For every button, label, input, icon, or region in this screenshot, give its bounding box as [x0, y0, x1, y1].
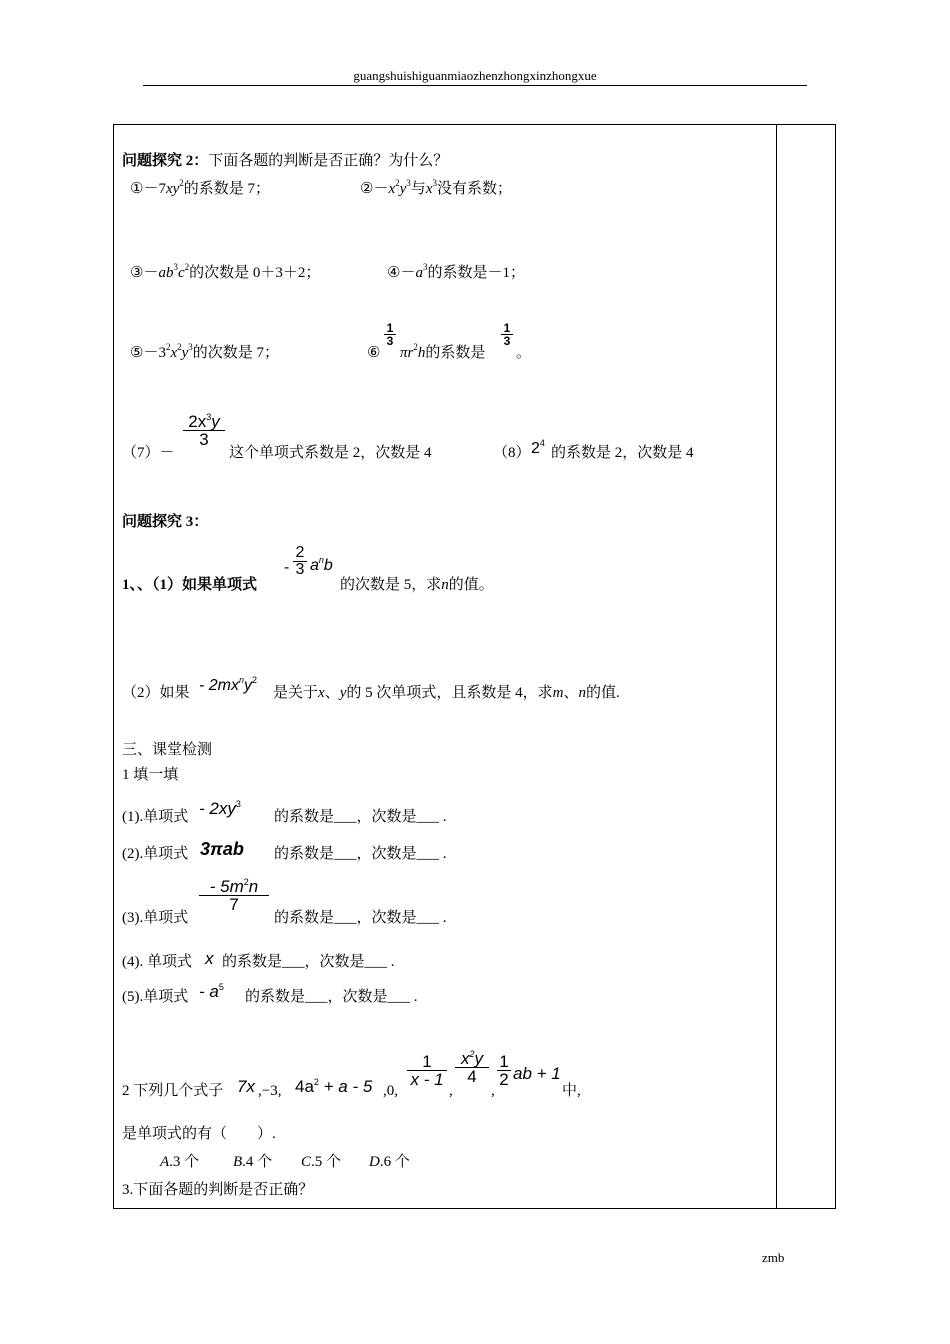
- mc-fraction-3-tail: ab + 1: [513, 1064, 561, 1083]
- q3-part2-text: 是关于x、y的 5 次单项式，且系数是 4，求m、n的值.: [273, 685, 620, 701]
- q3-part1-sign: -: [284, 559, 290, 576]
- q2-item-6-lead: ⑥: [367, 345, 381, 361]
- mc-comma-2: ,: [491, 1083, 495, 1099]
- q2-item-8-text: 的系数是 2，次数是 4: [551, 445, 694, 461]
- content-table: [113, 124, 836, 1209]
- q2-item-6-fraction-2: 1 3: [501, 322, 513, 347]
- table-column-divider: [776, 124, 777, 1209]
- q3-part1-lead: 1、、（1）如果单项式: [122, 577, 258, 593]
- mc-lead: 2 下列几个式子: [122, 1083, 224, 1099]
- fill-2-lead: (2).单项式: [122, 846, 189, 862]
- q2-item-2: $②-x^2y^3$与$x^3$没有系数；: [360, 178, 512, 197]
- q2-title: 问题探究 2：: [122, 153, 209, 169]
- fill-4-lead: (4). 单项式: [122, 954, 192, 970]
- q2-item-6-body: $\pi r^2h$的系数是: [400, 342, 486, 361]
- q2-item-1: $①-7xy^2$的系数是 7；: [130, 178, 271, 197]
- mc-option-a[interactable]: A.3 个: [160, 1154, 200, 1170]
- fill-1-lead: (1).单项式: [122, 809, 189, 825]
- q2-item-6-fraction: 1 3: [384, 322, 396, 347]
- q2-item-6-end: 。: [516, 345, 532, 361]
- fill-heading: 1 填一填: [122, 767, 179, 783]
- fill-1-text: 的系数是___，次数是___ .: [274, 809, 447, 825]
- q2-item-8-label: （8）: [493, 445, 531, 461]
- fill-2-text: 的系数是___，次数是___ .: [274, 846, 447, 862]
- mc-expr-2: ,−3,: [258, 1083, 282, 1099]
- fill-5-lead: (5).单项式: [122, 989, 189, 1005]
- mc-end: 中,: [562, 1083, 581, 1099]
- fill-5-expr: - $a^5$: [199, 982, 224, 1001]
- fill-4-text: 的系数是___，次数是___ .: [222, 954, 395, 970]
- q2-item-7-text: 这个单项式系数是 2，次数是 4: [229, 445, 432, 461]
- page-header: guangshuishiguanmiaozhenzhongxinzhongxue: [353, 68, 597, 83]
- mc-expr-1: 7x: [237, 1077, 255, 1096]
- fill-3-fraction: - $5m^2n$ 7: [199, 878, 269, 913]
- mc-fraction-3: 1 2: [497, 1053, 511, 1088]
- mc-fraction-2: $x^2y$ 4: [455, 1050, 489, 1085]
- mc-expr-4: ,0,: [383, 1083, 398, 1099]
- header-rule: [143, 85, 807, 86]
- q3-part1-text: 的次数是 5，求n的值。: [340, 577, 494, 593]
- q3-part2-expr: - $2mx^ny^2$: [199, 675, 258, 694]
- q2-item-7-fraction: $2x^3y$ 3: [183, 413, 225, 448]
- fill-3-text: 的系数是___，次数是___ .: [274, 910, 447, 926]
- mc-expr-3: $4a^2 + a - 5$: [295, 1077, 373, 1096]
- q3-part1-expr: $a^nb$: [310, 555, 333, 574]
- q2-question: 下面各题的判断是否正确？为什么？: [208, 153, 449, 169]
- q2-item-7-label: （7）－: [122, 445, 175, 461]
- mc-option-c[interactable]: C.5 个: [301, 1154, 342, 1170]
- mc-option-b[interactable]: B.4 个: [233, 1154, 273, 1170]
- question-3: 3.下面各题的判断是否正确？: [122, 1182, 314, 1198]
- q2-item-4: $④-a^3$的系数是－1；: [387, 262, 525, 281]
- mc-question: 是单项式的有（ ）.: [122, 1126, 276, 1142]
- q3-part1-fraction: 2 3: [293, 545, 307, 578]
- fill-4-expr: x: [205, 949, 214, 968]
- mc-option-d[interactable]: D.6 个: [369, 1154, 410, 1170]
- fill-1-expr: - $2xy^3$: [199, 799, 241, 818]
- q3-title: 问题探究 3：: [122, 514, 209, 530]
- q3-part2-lead: （2）如果: [122, 685, 190, 701]
- mc-fraction-1: 1 x - 1: [407, 1053, 447, 1088]
- fill-2-expr: 3πab: [200, 839, 244, 859]
- section-3-title: 三、课堂检测: [122, 742, 213, 758]
- q2-item-3: $③-ab^3c^2$的次数是 0＋3＋2；: [130, 262, 321, 281]
- q2-item-8-power: $2^4$: [531, 438, 545, 457]
- q2-heading: [122, 154, 448, 169]
- fill-5-text: 的系数是___，次数是___ .: [245, 989, 418, 1005]
- mc-comma-1: ,: [449, 1083, 453, 1099]
- fill-3-lead: (3).单项式: [122, 910, 189, 926]
- q2-item-5: $⑤-3^2x^2y^3$的次数是 7；: [130, 342, 280, 361]
- page-footer: zmb: [762, 1250, 785, 1265]
